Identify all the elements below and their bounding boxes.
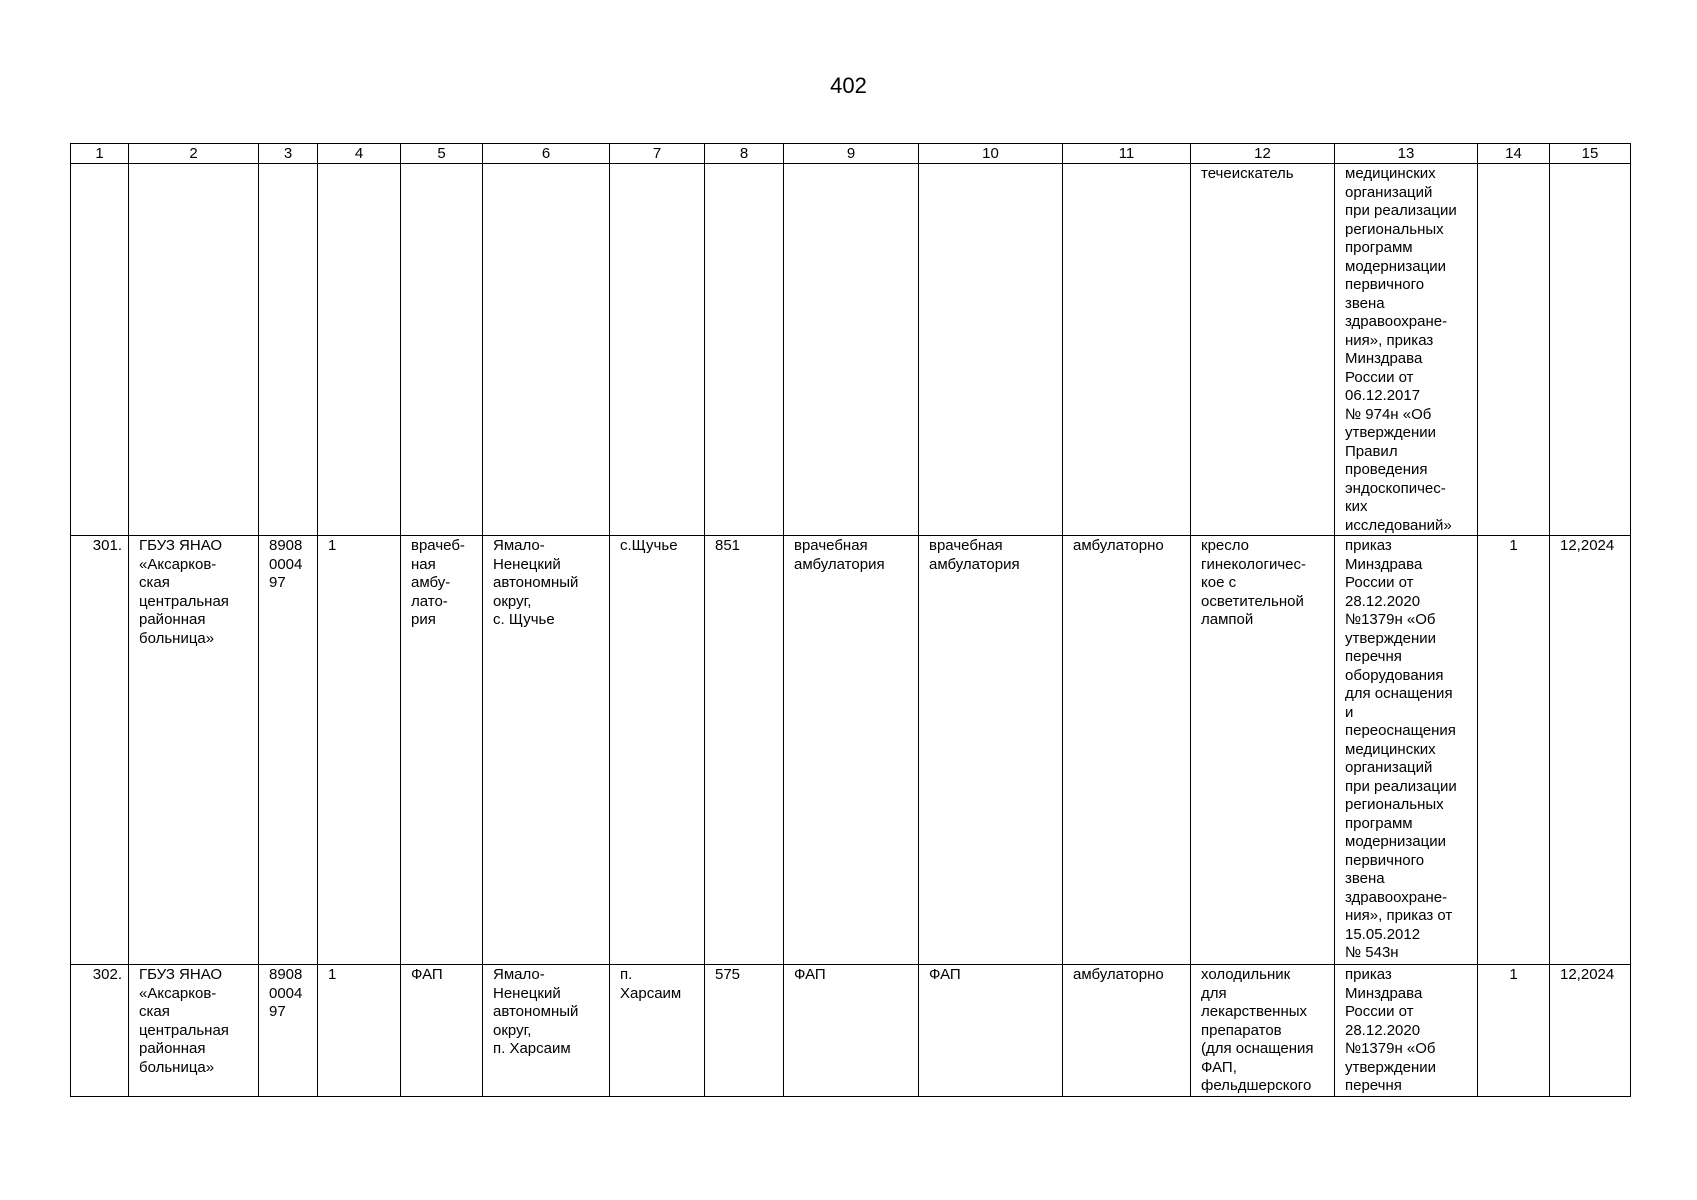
column-header: 1 [71, 144, 129, 164]
column-header: 15 [1550, 144, 1631, 164]
col9-cell: ФАП [784, 965, 919, 1097]
equipment-cell: холодильник для лекарственных препаратов (для оснащения ФАП, фельдшерского [1191, 965, 1335, 1097]
facility-type-cell: врачеб- ная амбу- лато- рия [401, 536, 483, 965]
inn-cell: 8908 0004 97 [259, 536, 318, 965]
column-header: 9 [784, 144, 919, 164]
care-conditions-cell: амбулаторно [1063, 965, 1191, 1097]
column-header: 3 [259, 144, 318, 164]
care-conditions-cell [1063, 164, 1191, 536]
page-number: 402 [830, 73, 867, 98]
col9-cell [784, 164, 919, 536]
col8-cell: 851 [705, 536, 784, 965]
equipment-cell: течеискатель [1191, 164, 1335, 536]
settlement-cell: с.Щучье [610, 536, 705, 965]
deadline-cell: 12,2024 [1550, 536, 1631, 965]
quantity-cell [1478, 164, 1550, 536]
legal-basis-cell: приказ Минздрава России от 28.12.2020 №1379н «Об утверждении перечня оборудования для оснащения и переоснащения медицинских организаций при реализации региональных программ модернизации первичного звена здравоохране- ния», приказ от 15.05.2012 № 543н [1335, 536, 1478, 965]
column-header: 7 [610, 144, 705, 164]
header-row [71, 144, 1631, 164]
column-header: 12 [1191, 144, 1335, 164]
organization-cell: ГБУЗ ЯНАО «Аксарков- ская центральная районная больница» [129, 965, 259, 1097]
inn-cell [259, 164, 318, 536]
column-header: 11 [1063, 144, 1191, 164]
organization-cell: ГБУЗ ЯНАО «Аксарков- ская центральная районная больница» [129, 536, 259, 965]
row-number-cell [71, 164, 129, 536]
row-number-cell: 302. [71, 965, 129, 1097]
address-cell: Ямало- Ненецкий автономный округ, п. Харсаим [483, 965, 610, 1097]
table-row [71, 536, 1631, 965]
legal-basis-cell: приказ Минздрава России от 28.12.2020 №1379н «Об утверждении перечня [1335, 965, 1478, 1097]
organization-cell [129, 164, 259, 536]
col9-cell: врачебная амбулатория [784, 536, 919, 965]
col4-cell [318, 164, 401, 536]
col8-cell [705, 164, 784, 536]
legal-basis-cell: медицинских организаций при реализации региональных программ модернизации первичного звена здравоохране- ния», приказ Минздрава России от 06.12.2017 № 974н «Об утверждении Правил проведения эндоскопичес- ких исследований» [1335, 164, 1478, 536]
row-number-cell: 301. [71, 536, 129, 965]
column-header: 8 [705, 144, 784, 164]
settlement-cell [610, 164, 705, 536]
table-row [71, 965, 1631, 1097]
inn-cell: 8908 0004 97 [259, 965, 318, 1097]
column-header: 5 [401, 144, 483, 164]
equipment-cell: кресло гинекологичес- кое с осветительной лампой [1191, 536, 1335, 965]
col4-cell: 1 [318, 536, 401, 965]
column-header: 6 [483, 144, 610, 164]
address-cell: Ямало- Ненецкий автономный округ, с. Щучье [483, 536, 610, 965]
column-header: 10 [919, 144, 1063, 164]
quantity-cell: 1 [1478, 536, 1550, 965]
col4-cell: 1 [318, 965, 401, 1097]
deadline-cell: 12,2024 [1550, 965, 1631, 1097]
address-cell [483, 164, 610, 536]
facility-type-cell: ФАП [401, 965, 483, 1097]
col10-cell: ФАП [919, 965, 1063, 1097]
column-header: 4 [318, 144, 401, 164]
equipment-table [70, 143, 1631, 1097]
column-header: 14 [1478, 144, 1550, 164]
col8-cell: 575 [705, 965, 784, 1097]
col10-cell: врачебная амбулатория [919, 536, 1063, 965]
care-conditions-cell: амбулаторно [1063, 536, 1191, 965]
deadline-cell [1550, 164, 1631, 536]
facility-type-cell [401, 164, 483, 536]
quantity-cell: 1 [1478, 965, 1550, 1097]
table-row [71, 164, 1631, 536]
column-header: 2 [129, 144, 259, 164]
column-header: 13 [1335, 144, 1478, 164]
col10-cell [919, 164, 1063, 536]
settlement-cell: п. Харсаим [610, 965, 705, 1097]
